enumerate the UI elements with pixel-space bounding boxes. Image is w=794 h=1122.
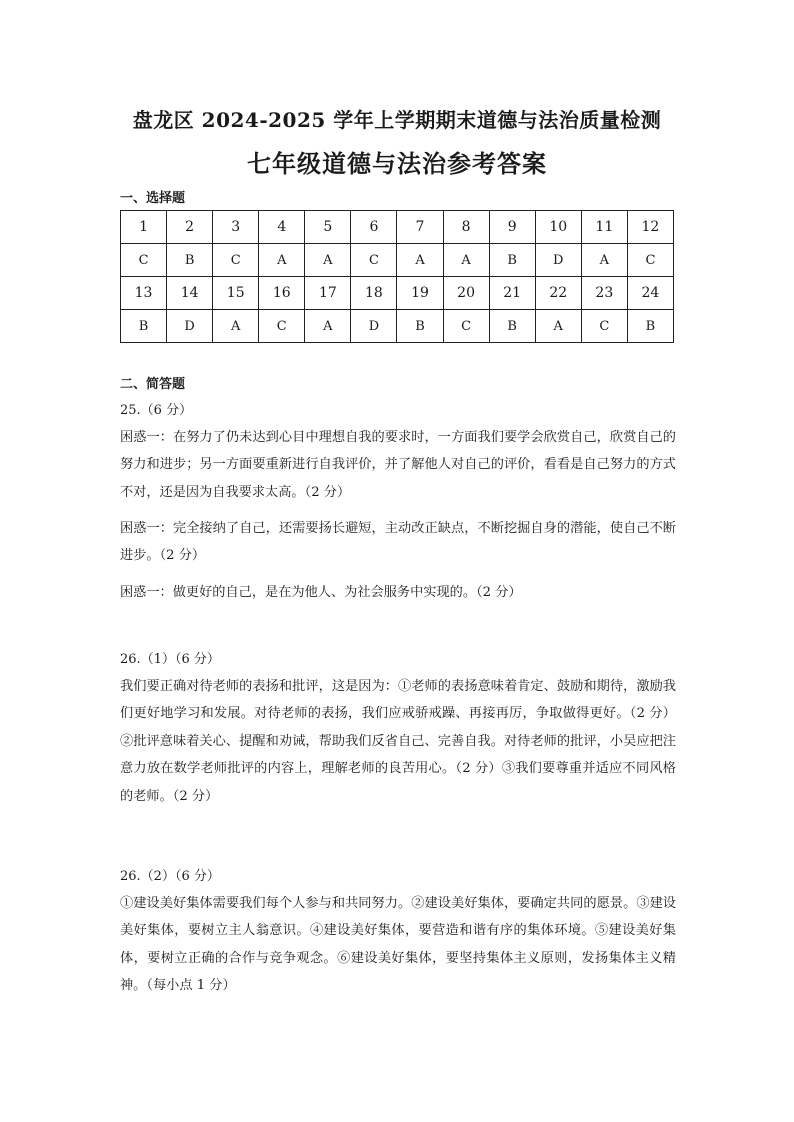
question-number-cell: 8 bbox=[443, 211, 489, 244]
answer-cell: C bbox=[581, 310, 627, 343]
answer-cell: C bbox=[121, 244, 167, 277]
answer-cell: B bbox=[489, 310, 535, 343]
question-label-26-1: 26.（1）（6 分） bbox=[120, 652, 220, 667]
question-number-cell: 9 bbox=[489, 211, 535, 244]
question-number-cell: 14 bbox=[167, 277, 213, 310]
answer-cell: A bbox=[259, 244, 305, 277]
question-number-cell: 19 bbox=[397, 277, 443, 310]
question-number-cell: 1 bbox=[121, 211, 167, 244]
answer-cell: D bbox=[351, 310, 397, 343]
section-heading-choice: 一、选择题 bbox=[120, 191, 186, 206]
question-number-cell: 13 bbox=[121, 277, 167, 310]
section-heading-short-answer: 二、简答题 bbox=[120, 377, 186, 392]
answer-26-2: ①建设美好集体需要我们每个人参与和共同努力。②建设美好集体，要确定共同的愿景。③建设美好集体，要树立主人翁意识。④建设美好集体，要营造和谐有序的集体环境。⑤建设美好集体，要树立正确的合作与竞争观念。⑥建设美好集体，要坚持集体主义原则，发扬集体主义精神。（每小点 1 分） bbox=[120, 896, 676, 994]
question-number-cell: 10 bbox=[535, 211, 581, 244]
question-number-cell: 12 bbox=[627, 211, 673, 244]
answer-cell: D bbox=[167, 310, 213, 343]
question-label-25: 25.（6 分） bbox=[120, 403, 193, 418]
answer-cell: A bbox=[305, 244, 351, 277]
answer-cell: B bbox=[627, 310, 673, 343]
answer-letter-row bbox=[121, 244, 674, 277]
answer-cell: C bbox=[213, 244, 259, 277]
answer-cell: B bbox=[489, 244, 535, 277]
answer-letter-row bbox=[121, 310, 674, 343]
question-number-cell: 15 bbox=[213, 277, 259, 310]
answer-26-1: 我们要正确对待老师的表扬和批评，这是因为：①老师的表扬意味着肯定、鼓励和期待，激励我们更好地学习和发展。对待老师的表扬，我们应戒骄戒躁、再接再厉，争取做得更好。（2 分）②批评意味着关心、提醒和劝诫，帮助我们反省自己、完善自我。对待老师的批评，小吴应把注意力放在数学老师批评的内容上，理解老师的良苦用心。（2 分）③我们要尊重并适应不同风格的老师。（2 分） bbox=[120, 679, 676, 804]
answer-cell: A bbox=[443, 244, 489, 277]
question-label-26-2: 26.（2）（6 分） bbox=[120, 869, 220, 884]
question-number-cell: 24 bbox=[627, 277, 673, 310]
answer-cell: B bbox=[397, 310, 443, 343]
answer-25-part1: 困惑一：在努力了仍未达到心目中理想自我的要求时，一方面我们要学会欣赏自己，欣赏自己的努力和进步；另一方面要重新进行自我评价，并了解他人对自己的评价，看看是自己努力的方式不对，还是因为自我要求太高。（2 分） bbox=[120, 430, 676, 500]
question-number-cell: 16 bbox=[259, 277, 305, 310]
answer-25-part2: 困惑一：完全接纳了自己，还需要扬长避短，主动改正缺点，不断挖掘自身的潜能，使自己不断进步。（2 分） bbox=[120, 521, 676, 564]
document-subtitle: 七年级道德与法治参考答案 bbox=[247, 149, 547, 178]
question-number-cell: 20 bbox=[443, 277, 489, 310]
answer-cell: A bbox=[397, 244, 443, 277]
answer-cell: D bbox=[535, 244, 581, 277]
answer-cell: C bbox=[627, 244, 673, 277]
question-number-cell: 2 bbox=[167, 211, 213, 244]
document-title: 盘龙区 2024-2025 学年上学期期末道德与法治质量检测 bbox=[132, 108, 662, 132]
question-number-cell: 17 bbox=[305, 277, 351, 310]
question-number-cell: 11 bbox=[581, 211, 627, 244]
answer-table bbox=[120, 210, 674, 343]
question-number-cell: 5 bbox=[305, 211, 351, 244]
answer-cell: C bbox=[351, 244, 397, 277]
question-number-row bbox=[121, 211, 674, 244]
question-number-cell: 22 bbox=[535, 277, 581, 310]
question-number-row bbox=[121, 277, 674, 310]
question-number-cell: 6 bbox=[351, 211, 397, 244]
question-number-cell: 18 bbox=[351, 277, 397, 310]
answer-cell: C bbox=[259, 310, 305, 343]
question-number-cell: 4 bbox=[259, 211, 305, 244]
question-number-cell: 23 bbox=[581, 277, 627, 310]
answer-cell: C bbox=[443, 310, 489, 343]
answer-cell: A bbox=[305, 310, 351, 343]
question-number-cell: 7 bbox=[397, 211, 443, 244]
question-number-cell: 21 bbox=[489, 277, 535, 310]
answer-cell: B bbox=[121, 310, 167, 343]
answer-cell: A bbox=[581, 244, 627, 277]
answer-25-part3: 困惑一：做更好的自己，是在为他人、为社会服务中实现的。（2 分） bbox=[120, 585, 522, 600]
question-number-cell: 3 bbox=[213, 211, 259, 244]
answer-cell: A bbox=[535, 310, 581, 343]
answer-cell: A bbox=[213, 310, 259, 343]
answer-cell: B bbox=[167, 244, 213, 277]
